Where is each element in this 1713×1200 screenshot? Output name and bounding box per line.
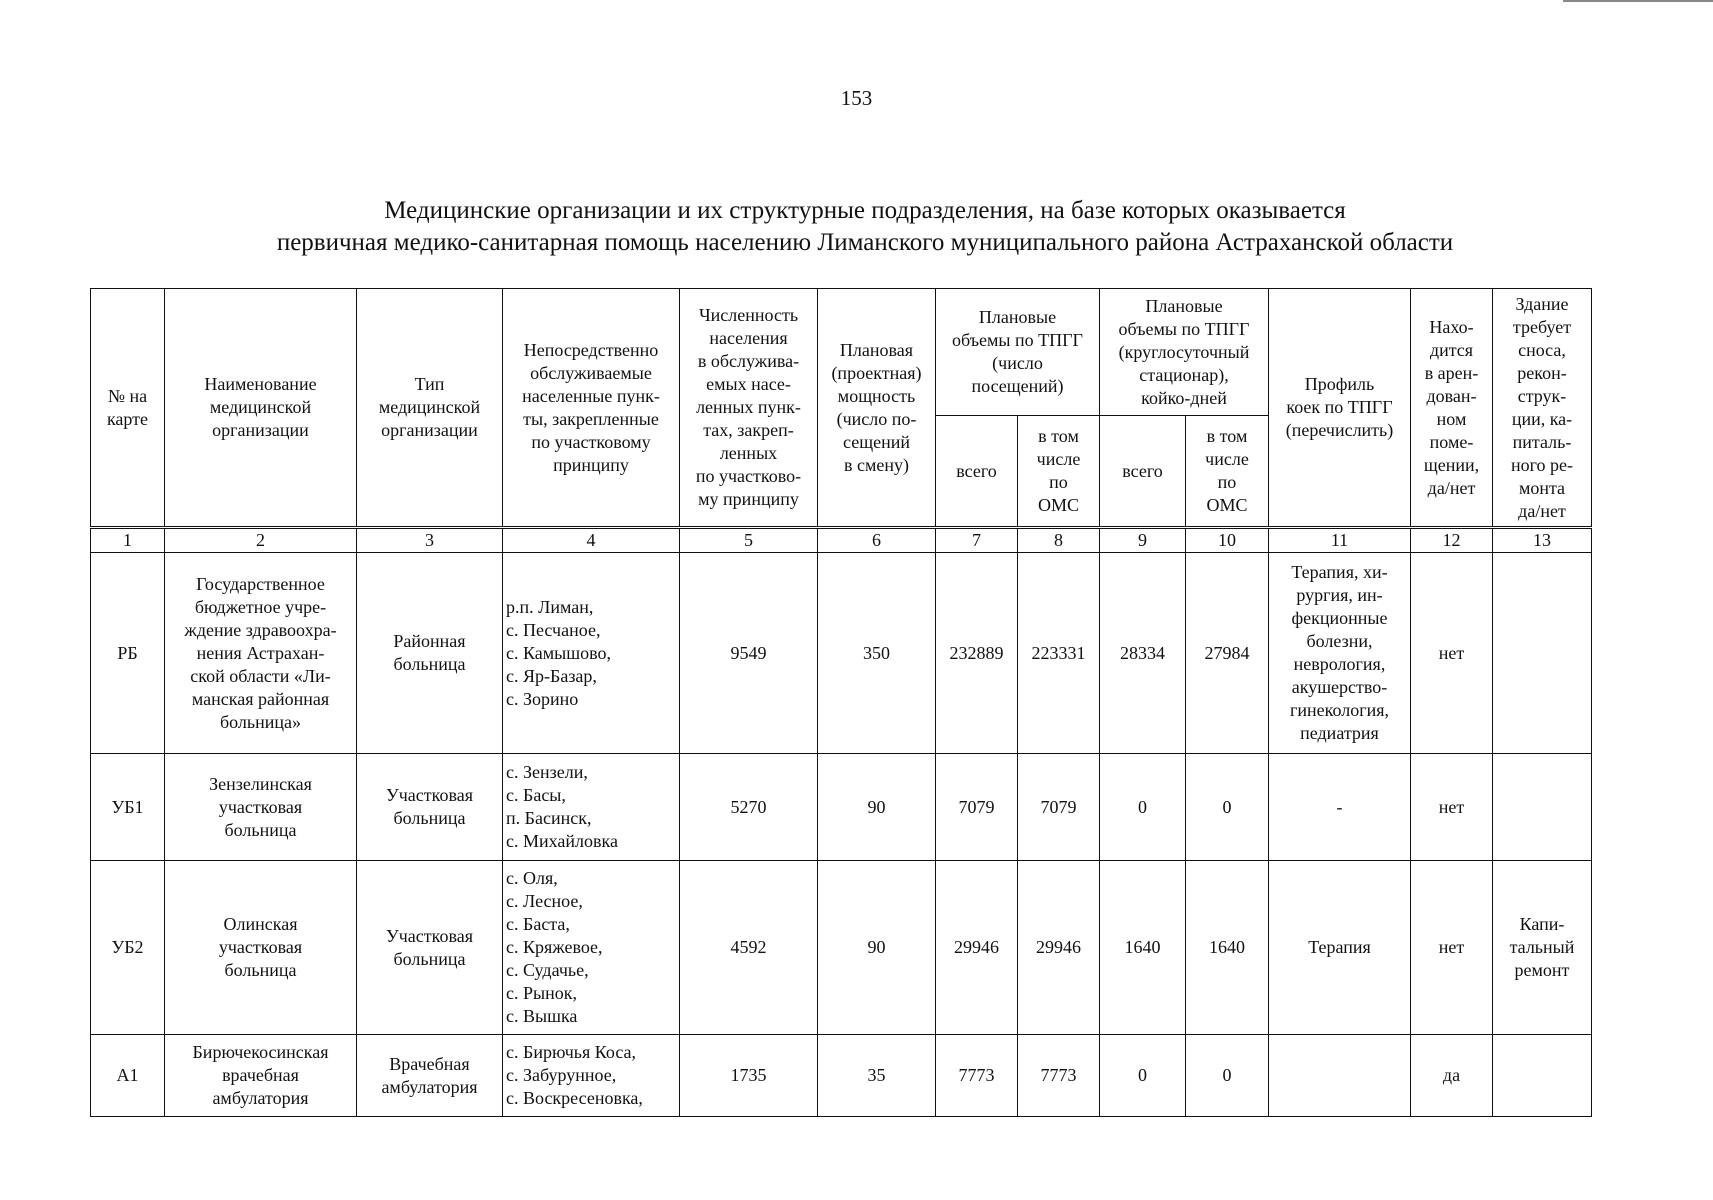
cell-line: с. Зензели,	[506, 762, 588, 782]
cell-line: с. Баста,	[506, 914, 570, 934]
cell-line: педиатрия	[1300, 723, 1379, 743]
cell-line: питаль-	[1512, 431, 1572, 452]
cell-organization-name	[165, 553, 357, 754]
header-beddays-total	[1100, 416, 1186, 528]
header-served-settlements	[503, 289, 680, 528]
cell-line: принципу	[553, 454, 629, 475]
table-row	[91, 1035, 1592, 1117]
cell-line: щении,	[1423, 454, 1480, 475]
cell-line: в обслужива-	[697, 351, 800, 371]
cell-line: числе	[1205, 449, 1249, 469]
cell-line: Здание	[1515, 293, 1569, 314]
header-bed-profile	[1269, 289, 1411, 528]
cell-line: населенные пунк-	[522, 385, 660, 406]
cell-line: Олинская	[223, 914, 298, 934]
cell-settlements	[503, 1035, 680, 1117]
cell-line: Непосредственно	[523, 339, 659, 360]
cell-organization-type	[357, 754, 503, 861]
cell-repair	[1493, 1035, 1592, 1117]
cell-line: емых насе-	[706, 374, 791, 394]
cell-line: в том	[1206, 426, 1248, 446]
cell-organization-type	[357, 1035, 503, 1117]
table-row	[91, 861, 1592, 1035]
scan-edge-mark	[1563, 0, 1713, 2]
cell-line: да/нет	[1518, 500, 1566, 521]
cell-organization-type	[357, 553, 503, 754]
cell-line: амбулатория	[381, 1076, 478, 1097]
cell-line: п. Басинск,	[506, 808, 592, 828]
cell-organization-name	[165, 754, 357, 861]
cell-line: ждение здравоохра-	[184, 619, 337, 640]
cell-line: ном	[1436, 408, 1467, 429]
header-planned-bed-days	[1100, 289, 1269, 416]
cell-line: ты, закрепленные	[523, 408, 659, 429]
column-number: 11	[1269, 528, 1411, 553]
cell-line: Профиль	[1304, 374, 1375, 394]
cell-line: койко-дней	[1141, 387, 1227, 408]
cell-line: больница	[393, 948, 466, 969]
cell-line: в том	[1038, 426, 1079, 446]
cell-line: с. Воскресеновка,	[506, 1088, 643, 1108]
cell-line: р.п. Лиман,	[506, 596, 594, 617]
cell-line: дится	[1429, 339, 1474, 360]
cell-line: коек по ТПГГ	[1286, 397, 1393, 417]
cell-line: ОМС	[1037, 495, 1079, 515]
column-number: 3	[357, 528, 503, 553]
cell-line: с. Забурунное,	[506, 1065, 617, 1085]
cell-line: с. Яр-Базар,	[506, 665, 597, 686]
cell-line: тах, закреп-	[703, 420, 794, 440]
cell-line: (число	[992, 353, 1043, 373]
cell-rented: нет	[1411, 861, 1493, 1035]
cell-line: с. Бирючья Коса,	[506, 1042, 637, 1062]
cell-line: Врачебная	[389, 1053, 470, 1074]
page-number: 153	[840, 86, 873, 110]
cell-map-code: УБ1	[91, 754, 165, 861]
cell-line: монта	[1518, 477, 1566, 498]
cell-beddays-total: 1640	[1100, 861, 1186, 1035]
cell-line: Терапия	[1308, 937, 1371, 957]
cell-line: населения	[709, 328, 788, 348]
header-visits-oms	[1018, 416, 1100, 528]
cell-bed-profile	[1269, 861, 1411, 1035]
cell-line: с. Рынок,	[506, 983, 577, 1003]
column-number: 1	[91, 528, 165, 553]
cell-line: му принципу	[698, 489, 799, 509]
cell-beddays-total: 0	[1100, 754, 1186, 861]
cell-line: с. Песчаное,	[506, 619, 601, 640]
column-number: 12	[1411, 528, 1493, 553]
cell-line: обслуживаемые	[530, 362, 652, 383]
cell-visits-total: 7079	[936, 754, 1018, 861]
title-line-1: Медицинские организации и их структурные подразделения, на базе которых оказывается	[384, 197, 1346, 224]
cell-line: ской области «Ли-	[190, 665, 331, 686]
cell-repair	[1493, 754, 1592, 861]
cell-line: бюджетное учре-	[194, 596, 327, 617]
cell-line: числе	[1036, 449, 1081, 469]
column-number: 7	[936, 528, 1018, 553]
cell-line: струк-	[1517, 385, 1567, 406]
cell-bed-profile	[1269, 1035, 1411, 1117]
column-number: 4	[503, 528, 680, 553]
cell-population: 5270	[680, 754, 818, 861]
cell-rented: нет	[1411, 754, 1493, 861]
cell-population: 9549	[680, 553, 818, 754]
header-map-number	[91, 289, 165, 528]
cell-line: Государственное	[196, 573, 325, 594]
cell-line: ОМС	[1206, 495, 1248, 515]
cell-line: с. Зорино	[506, 688, 579, 709]
cell-line: всего	[956, 460, 997, 481]
cell-line: Тип	[414, 374, 445, 394]
cell-line: ции, ка-	[1511, 408, 1573, 429]
cell-line: больница	[224, 819, 297, 840]
cell-line: по участково-	[695, 466, 802, 486]
header-organization-type	[357, 289, 503, 528]
cell-line: Зензелинская	[209, 773, 312, 794]
cell-line: организации	[212, 420, 309, 440]
cell-capacity: 90	[818, 861, 936, 1035]
cell-population: 4592	[680, 861, 818, 1035]
cell-line: с. Лесное,	[506, 891, 583, 911]
cell-organization-type	[357, 861, 503, 1035]
column-number: 2	[165, 528, 357, 553]
cell-line: гинекология,	[1289, 700, 1389, 720]
cell-line: врачебная	[222, 1065, 299, 1085]
cell-line: Плановые	[978, 307, 1057, 327]
cell-capacity: 35	[818, 1035, 936, 1117]
cell-line: Участковая	[385, 925, 473, 946]
cell-line: с. Кряжевое,	[506, 937, 603, 957]
cell-line: больница	[393, 808, 466, 828]
cell-organization-name	[165, 1035, 357, 1117]
header-planned-visits	[936, 289, 1100, 416]
cell-visits-total: 232889	[936, 553, 1018, 754]
cell-repair	[1493, 861, 1592, 1035]
column-number: 8	[1018, 528, 1100, 553]
cell-visits-oms: 7773	[1018, 1035, 1100, 1117]
cell-settlements	[503, 553, 680, 754]
cell-line: с. Вышка	[506, 1006, 578, 1026]
cell-line: стационар),	[1139, 364, 1229, 385]
cell-beddays-oms: 27984	[1186, 553, 1269, 754]
cell-line: участковая	[218, 937, 303, 957]
cell-beddays-oms: 0	[1186, 754, 1269, 861]
cell-line: амбулатория	[212, 1088, 309, 1108]
cell-line: сноса,	[1518, 339, 1566, 360]
cell-line: медицинской	[378, 397, 481, 417]
cell-line: ленных пунк-	[696, 397, 801, 417]
cell-beddays-oms: 1640	[1186, 861, 1269, 1035]
cell-line: -	[1336, 796, 1343, 817]
cell-line: мощность	[837, 385, 916, 406]
cell-line: Бирючекосинская	[192, 1042, 329, 1062]
cell-line: в смену)	[844, 454, 909, 475]
cell-line: с. Оля,	[506, 868, 558, 888]
cell-line: Численность	[698, 305, 799, 325]
cell-capacity: 90	[818, 754, 936, 861]
cell-line: рекон-	[1517, 362, 1567, 383]
header-beddays-oms	[1186, 416, 1269, 528]
cell-line: (число по-	[836, 408, 917, 429]
cell-line: Нахо-	[1429, 316, 1474, 337]
cell-line: Участковая	[385, 785, 473, 805]
table-row	[91, 754, 1592, 861]
header-population	[680, 289, 818, 528]
cell-line: с. Судачье,	[506, 960, 589, 980]
cell-line: в арен-	[1424, 362, 1479, 383]
cell-beddays-total: 28334	[1100, 553, 1186, 754]
header-rented-premises	[1411, 289, 1493, 528]
cell-visits-oms: 29946	[1018, 861, 1100, 1035]
cell-line: по участковому	[531, 431, 651, 452]
cell-line: с. Михайловка	[506, 831, 618, 851]
cell-line: тальный	[1509, 937, 1575, 957]
cell-line: объемы по ТПГГ	[952, 330, 1083, 350]
header-visits-total	[936, 416, 1018, 528]
cell-line: болезни,	[1306, 631, 1373, 651]
cell-bed-profile	[1269, 754, 1411, 861]
cell-rented: да	[1411, 1035, 1493, 1117]
cell-visits-oms: 7079	[1018, 754, 1100, 861]
cell-rented: нет	[1411, 553, 1493, 754]
cell-line: организации	[381, 420, 478, 440]
column-number: 6	[818, 528, 936, 553]
cell-line: поме-	[1429, 431, 1474, 452]
cell-line: фекционные	[1291, 608, 1388, 628]
cell-line: ленных	[719, 443, 778, 463]
header-building-repair	[1493, 289, 1592, 528]
cell-line: Наименование	[204, 374, 317, 394]
header-organization-name	[165, 289, 357, 528]
table-row	[91, 553, 1592, 754]
cell-settlements	[503, 754, 680, 861]
cell-line: Плановые	[1145, 295, 1223, 316]
column-number: 9	[1100, 528, 1186, 553]
cell-line: акушерство-	[1291, 677, 1388, 697]
cell-line: сещений	[843, 431, 910, 452]
header-planned-capacity	[818, 289, 936, 528]
cell-line: больница	[393, 654, 466, 674]
cell-line: дован-	[1426, 385, 1477, 406]
cell-line: (перечислить)	[1285, 420, 1394, 440]
cell-line: да/нет	[1427, 477, 1476, 498]
cell-line: медицинской	[209, 397, 312, 417]
cell-line: Плановая	[839, 339, 914, 360]
column-number: 5	[680, 528, 818, 553]
cell-line: карте	[106, 408, 149, 429]
cell-beddays-oms: 0	[1186, 1035, 1269, 1117]
cell-line: больница»	[220, 711, 301, 732]
cell-population: 1735	[680, 1035, 818, 1117]
cell-repair	[1493, 553, 1592, 754]
cell-line: ремонт	[1514, 960, 1570, 980]
cell-line: рургия, ин-	[1296, 585, 1383, 605]
medical-organizations-table	[90, 288, 1592, 1117]
cell-map-code: А1	[91, 1035, 165, 1117]
cell-beddays-total: 0	[1100, 1035, 1186, 1117]
cell-line: больница	[224, 960, 297, 980]
cell-line: посещений)	[971, 376, 1064, 396]
cell-line: (проектная)	[831, 362, 922, 383]
column-number: 13	[1493, 528, 1592, 553]
cell-bed-profile	[1269, 553, 1411, 754]
cell-line: Терапия, хи-	[1291, 562, 1388, 582]
cell-line: Капи-	[1519, 914, 1565, 934]
cell-line: ного ре-	[1510, 454, 1574, 475]
cell-capacity: 350	[818, 553, 936, 754]
document-title	[150, 195, 1580, 259]
cell-visits-oms: 223331	[1018, 553, 1100, 754]
cell-visits-total: 7773	[936, 1035, 1018, 1117]
cell-organization-name	[165, 861, 357, 1035]
cell-line: с. Басы,	[506, 785, 566, 805]
column-number-row	[91, 528, 1592, 553]
title-line-2: первичная медико-санитарная помощь населению Лиманского муниципального района Астраханской области	[276, 229, 1454, 256]
cell-line: с. Камышово,	[506, 642, 611, 663]
cell-map-code: РБ	[91, 553, 165, 754]
cell-line: всего	[1122, 460, 1163, 481]
cell-line: по	[1217, 472, 1237, 492]
cell-line: объемы по ТПГГ	[1118, 318, 1250, 339]
cell-settlements	[503, 861, 680, 1035]
cell-line: манская районная	[191, 688, 330, 709]
cell-line: требует	[1512, 316, 1572, 337]
column-number: 10	[1186, 528, 1269, 553]
cell-visits-total: 29946	[936, 861, 1018, 1035]
cell-line: Районная	[393, 631, 466, 651]
cell-line: № на	[107, 385, 148, 406]
cell-line: неврология,	[1293, 654, 1386, 674]
cell-line: по	[1049, 472, 1068, 492]
cell-line: (круглосуточный	[1118, 341, 1250, 362]
cell-line: участковая	[218, 796, 303, 817]
cell-map-code: УБ2	[91, 861, 165, 1035]
cell-line: нения Астрахан-	[196, 642, 325, 663]
